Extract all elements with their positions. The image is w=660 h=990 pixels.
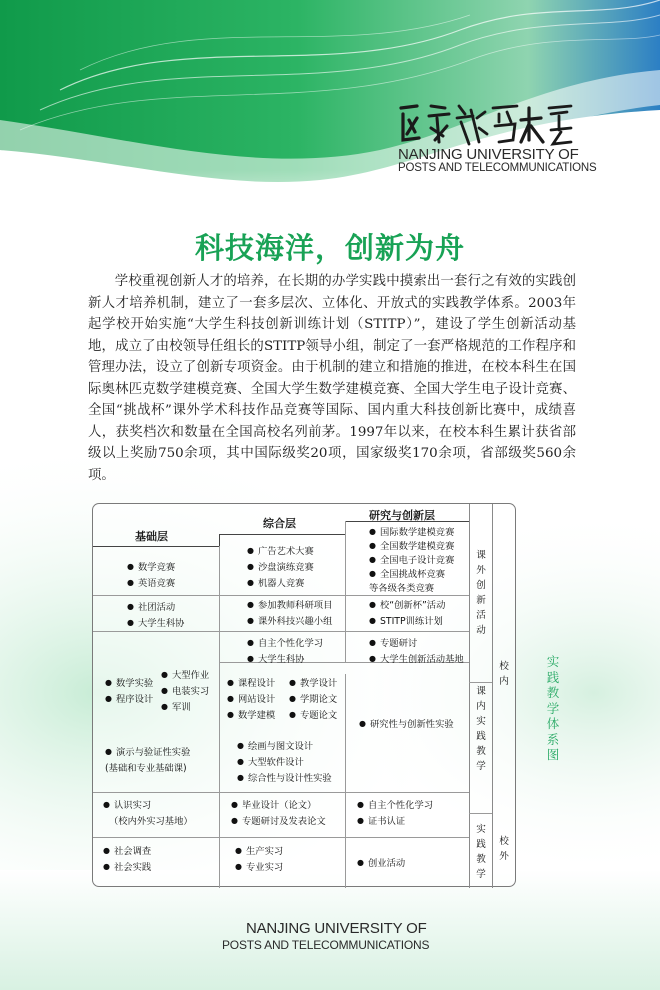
item-professional-internship: ● 专业实习 <box>235 860 283 876</box>
item-basic-courses: (基础和专业基础课) <box>105 763 187 774</box>
side-on-campus: 校内 <box>499 661 509 687</box>
item-ad-art-contest: ● 广告艺术大赛 <box>247 544 314 560</box>
item-topic-paper: ● 专题论文 <box>289 708 337 724</box>
item-internship-base: （校内外实习基地） <box>109 816 193 827</box>
item-sandbox-contest: ● 沙盘演练竞赛 <box>247 560 314 576</box>
intro-paragraph: 学校重视创新人才的培养，在长期的办学实践中摸索出一套行之有效的实践创新人才培养机制，建立了一套多层次、立体化、开放式的实践教学体系。2003年起学校开始实施“大学生科技创新训练计划（STITP）”，建设了学生创新活动基地，成立了由校领导任组长的STITP领导小组，制定了一套严格规范的工作程序和管理办法，设立了创新专项资金。由于机制的建立和措施的推进，在校本科生在国际奥林匹克数学建模竞赛、全国大学生数学建模竞赛、全国大学生电子设计竞赛、全国“挑战杯”课外学术科技作品竞赛等国际、国内重大科技创新比赛中，成绩喜人，获奖档次和数量在全国高校名列前茅。1997年以来，在校本科生累计获省部级以上奖励750余项，其中国际级奖20项，国家级奖170余项，省部级奖560余项。 <box>88 274 576 483</box>
item-student-sci-assoc-2: ● 大学生科协 <box>247 652 323 668</box>
item-production-internship: ● 生产实习 <box>235 844 283 860</box>
practice-teaching-system-diagram <box>92 503 516 887</box>
item-research-experiment: ● 研究性与创新性实验 <box>359 717 454 733</box>
item-entrepreneurship: ● 创业活动 <box>357 856 405 872</box>
item-programming: ● 程序设计 <box>105 692 153 708</box>
item-national-electronic-design: ● 全国电子设计竞赛 <box>369 554 454 568</box>
side-extra-curricular: 课外创新活动 <box>476 550 486 636</box>
item-term-paper: ● 学期论文 <box>289 692 337 708</box>
side-practice-teaching: 实践教学 <box>476 824 486 880</box>
item-social-survey: ● 社会调查 <box>103 844 151 860</box>
footer-univ-en-line2: POSTS AND TELECOMMUNICATIONS <box>222 938 430 952</box>
university-name-en-line2: POSTS AND TELECOMMUNICATIONS <box>398 162 597 174</box>
item-math-experiment: ● 数学实验 <box>105 676 153 692</box>
layer-research-label: 研究与创新层 <box>369 509 435 522</box>
item-software-design: ● 大型软件设计 <box>237 755 332 771</box>
item-innovation-cup: ● 校“创新杯”活动 <box>369 598 445 614</box>
item-social-practice: ● 社会实践 <box>103 860 151 876</box>
item-other-contests: 等各级各类竞赛 <box>369 583 435 594</box>
side-off-campus: 校外 <box>499 836 509 862</box>
university-calligraphy-logo <box>395 100 575 148</box>
item-teacher-research: ● 参加教师科研项目 <box>247 598 332 614</box>
item-demo-experiment: ● 演示与验证性实验 <box>105 745 190 761</box>
item-club-activities: ● 社团活动 <box>127 600 184 616</box>
item-graduation-design: ● 毕业设计（论文） <box>231 798 326 814</box>
item-innovation-base: ● 大学生创新活动基地 <box>369 652 464 668</box>
item-self-learning: ● 自主个性化学习 <box>247 636 323 652</box>
item-self-learning-2: ● 自主个性化学习 <box>357 798 433 814</box>
item-national-math-modeling: ● 全国数学建模竞赛 <box>369 540 454 554</box>
item-comprehensive-experiment: ● 综合性与设计性实验 <box>237 771 332 787</box>
item-electronic-assembly: ● 电装实习 <box>161 684 209 700</box>
item-topic-seminar: ● 专题研讨 <box>369 636 464 652</box>
item-drawing-design: ● 绘画与图文设计 <box>237 739 332 755</box>
page-title: 科技海洋，创新为舟 <box>194 231 465 265</box>
item-military-training: ● 军训 <box>161 700 209 716</box>
item-teaching-design: ● 教学设计 <box>289 676 337 692</box>
item-large-assignment: ● 大型作业 <box>161 668 209 684</box>
item-certification: ● 证书认证 <box>357 814 433 830</box>
item-english-contest: ● 英语竞赛 <box>127 576 175 592</box>
university-name-en-line1: NANJING UNIVERSITY OF <box>398 146 579 163</box>
layer-comprehensive-label: 综合层 <box>263 517 296 530</box>
item-challenge-cup: ● 全国挑战杯竞赛 <box>369 568 454 582</box>
side-intra-curricular: 课内实践教学 <box>476 686 486 772</box>
item-paper-publishing: ● 专题研讨及发表论文 <box>231 814 326 830</box>
item-course-design: ● 课程设计 <box>227 676 275 692</box>
item-math-modeling: ● 数学建模 <box>227 708 275 724</box>
diagram-vertical-label: 实践教学体系图 <box>546 654 560 762</box>
item-robot-contest: ● 机器人竞赛 <box>247 576 314 592</box>
layer-basic-label: 基础层 <box>135 530 168 543</box>
item-interest-group: ● 课外科技兴趣小组 <box>247 614 332 630</box>
item-student-sci-assoc: ● 大学生科协 <box>127 616 184 632</box>
item-website-design: ● 网站设计 <box>227 692 275 708</box>
footer-univ-en-line1: NANJING UNIVERSITY OF <box>246 920 427 937</box>
item-cognitive-internship: ● 认识实习 <box>103 798 193 814</box>
item-intl-math-modeling: ● 国际数学建模竞赛 <box>369 526 454 540</box>
item-stitp-plan: ● STITP训练计划 <box>369 614 445 630</box>
item-math-contest: ● 数学竞赛 <box>127 560 175 576</box>
